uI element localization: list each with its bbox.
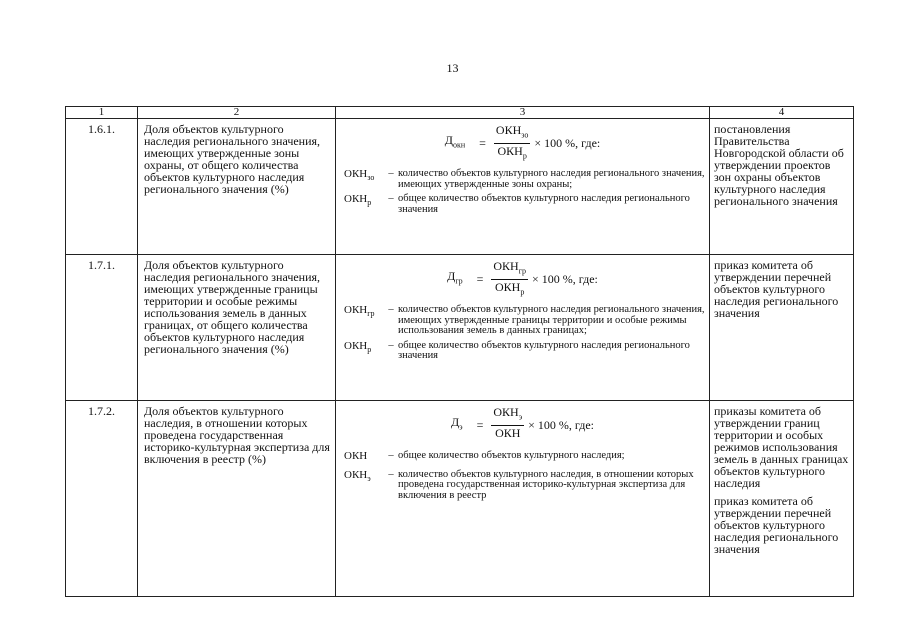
source-document: приказ комитета об утверждении перечней объектов культурного наследия регионального значения: [710, 255, 854, 401]
table-row: [66, 401, 854, 597]
definition-item: $ОКН_э$ – количество объектов культурного наследия, в отношении которых проведена государственная историко-культурная экспертиза для включения в реестр: [344, 468, 694, 501]
calculation-method: [336, 119, 710, 255]
header-row: [66, 107, 854, 119]
formula: $Д_{окн}$ = $\frac{ОКН_{зо}}{ОКН_р}$ × 100 %, где:: [444, 123, 601, 160]
formula: $Д_э$ = $\frac{ОКН_э}{\text{ОКН}}$ × 100 %, где:: [450, 405, 595, 440]
indicator-name: Доля объектов культурного наследия регионального значения, имеющих утвержденные зоны охраны, от общего количества объектов культурного наследия регионального значения (%): [138, 119, 336, 255]
indicators-table: [65, 106, 854, 597]
definition-item: $ОКН_{зо}$ – количество объектов культурного наследия регионального значения, имеющих утвержденные зоны охраны;: [344, 168, 705, 190]
header-cell: 2: [138, 107, 336, 119]
header-cell: 4: [710, 107, 854, 119]
page-number: 13: [446, 61, 459, 75]
formula: $Д_{гр}$ = $\frac{ОКН_{гр}}{ОКН_р}$ × 100 %, где:: [447, 259, 598, 296]
source-document: [710, 401, 854, 597]
row-number: 1.7.1.: [66, 255, 138, 401]
definition-item: $ОКН_р$ – общее количество объектов культурного наследия регионального значения: [344, 193, 690, 215]
source-document-item: приказы комитета об утверждении границ территории и особых режимов использования земель в данных границах объектов культурного наследия: [714, 404, 849, 490]
indicator-name: Доля объектов культурного наследия регионального значения, имеющих утвержденные границы территории и особые режимы использования земель в данных границах, от общего количества объектов культурного наследия регионального значения (%): [138, 255, 336, 401]
header-cell: 1: [66, 107, 138, 119]
definition-item: $ОКН_р$ – общее количество объектов культурного наследия регионального значения: [344, 339, 690, 361]
calculation-method: [336, 255, 710, 401]
row-number: 1.7.2.: [66, 401, 138, 597]
header-cell: 3: [336, 107, 710, 119]
source-document-item: приказ комитета об утверждении перечней объектов культурного наследия регионального значения: [714, 494, 839, 556]
table-row: [66, 255, 854, 401]
definition-item: $ОКН_{гр}$ – количество объектов культурного наследия регионального значения, имеющих утвержденные границы территории и особые режимы использования земель в данных границах;: [344, 304, 705, 336]
table-row: [66, 119, 854, 255]
calculation-method: [336, 401, 710, 597]
source-document: постановления Правительства Новгородской области об утверждении проектов зон охраны объектов культурного наследия регионального значения: [710, 119, 854, 255]
definition-item: ОКН – общее количество объектов культурного наследия;: [344, 450, 625, 462]
row-number: 1.6.1.: [66, 119, 138, 255]
indicator-name: Доля объектов культурного наследия, в отношении которых проведена государственная историко-культурная экспертиза для включения в реестр (%): [138, 401, 336, 597]
